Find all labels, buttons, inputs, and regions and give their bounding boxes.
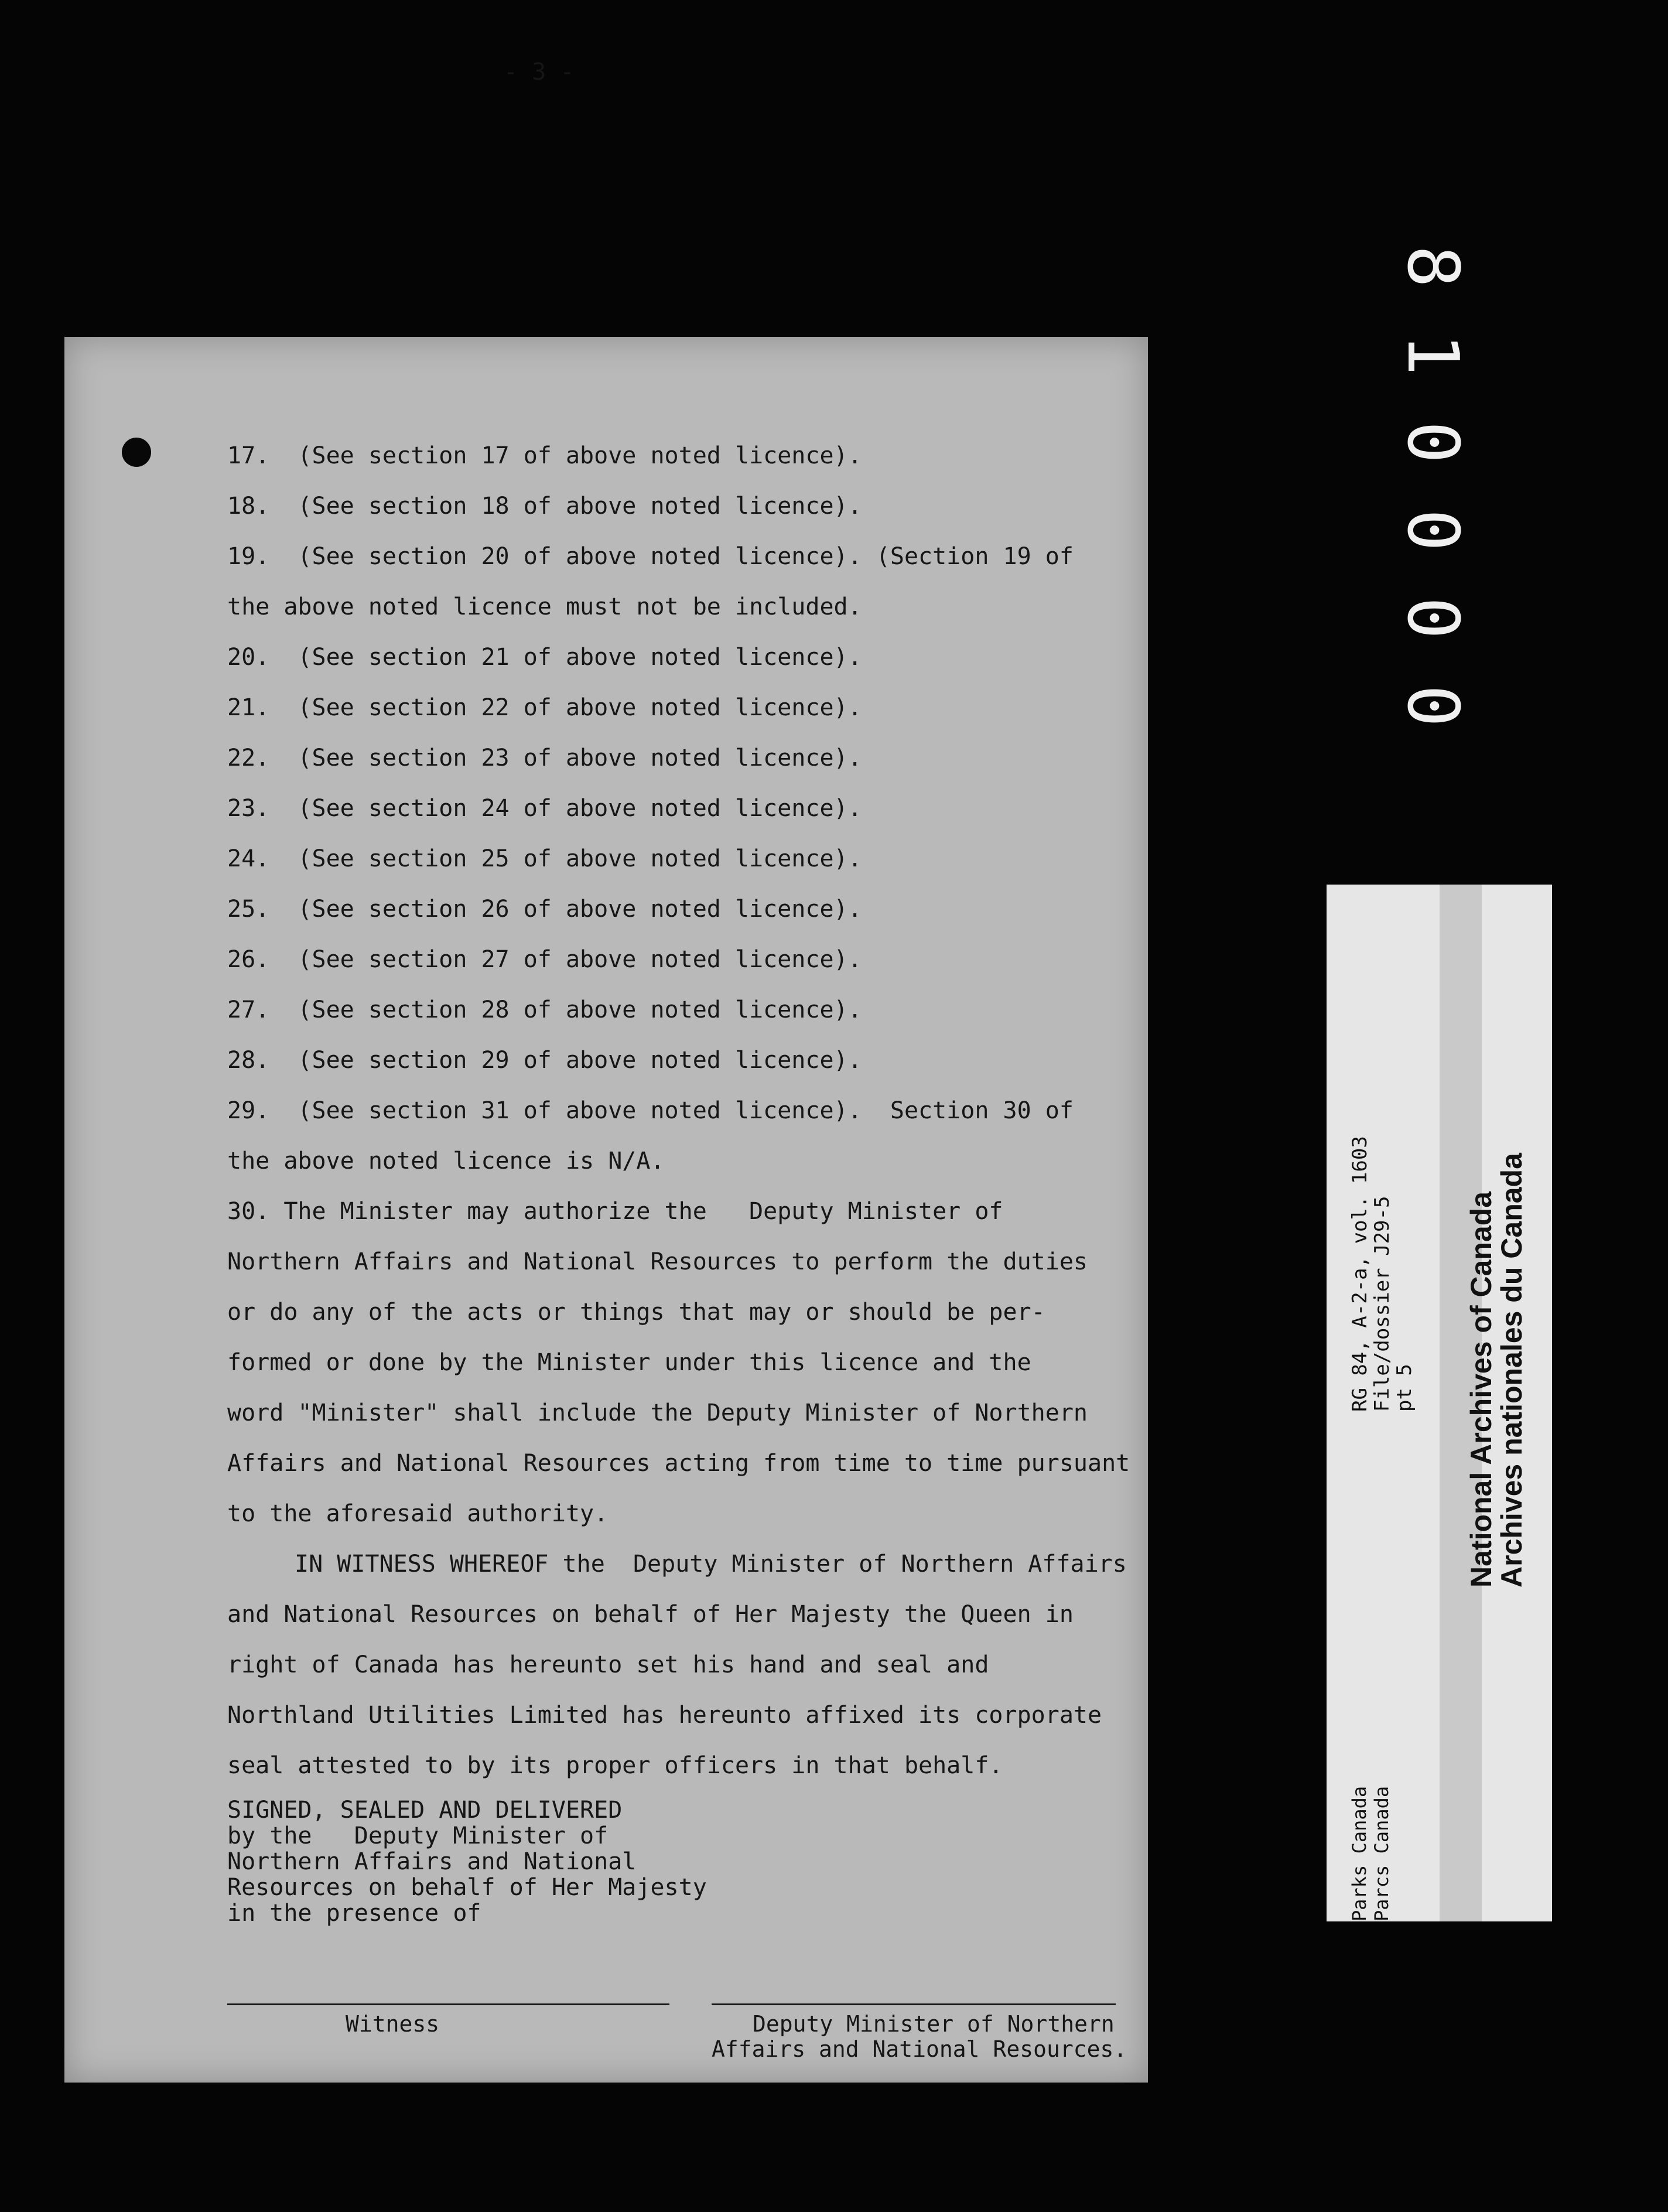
witness-signature-line	[227, 2003, 669, 2005]
clause-line: and National Resources on behalf of Her Majesty the Queen in	[227, 1601, 1074, 1628]
signature-block-line: by the Deputy Minister of	[227, 1822, 609, 1849]
deputy-label-line-2: Affairs and National Resources.	[712, 2036, 1127, 2062]
parks-canada-label: Parks Canada	[1348, 1786, 1370, 1921]
clause-line: 30. The Minister may authorize the Deputy Minister of	[227, 1198, 1003, 1225]
clause-list	[227, 431, 1130, 1791]
page-number: - 3 -	[504, 59, 575, 86]
clause-line: 18. (See section 18 of above noted licence).	[227, 493, 862, 520]
clause-line: IN WITNESS WHEREOF the Deputy Minister of Northern Affairs	[295, 1551, 1127, 1578]
clause-line: Northern Affairs and National Resources to perform the duties	[227, 1248, 1088, 1275]
signature-block-line: in the presence of	[227, 1900, 481, 1927]
clause-line: or do any of the acts or things that may or should be per-	[227, 1299, 1045, 1326]
clause-line: 20. (See section 21 of above noted licence).	[227, 644, 862, 671]
clause-line: 19. (See section 20 of above noted licence). (Section 19 of	[227, 543, 1074, 570]
clause-line: 29. (See section 31 of above noted licence). Section 30 of	[227, 1097, 1074, 1124]
signature-block-line: Northern Affairs and National	[227, 1848, 637, 1875]
clause-line: Northland Utilities Limited has hereunto affixed its corporate	[227, 1702, 1102, 1729]
clause-line: seal attested to by its proper officers in that behalf.	[227, 1752, 1003, 1779]
frame-number	[1392, 223, 1473, 797]
institution-name-fr: Archives nationales du Canada	[1495, 1153, 1528, 1588]
frame-number-digit: 0	[1392, 508, 1473, 552]
frame-number-digit: 0	[1392, 684, 1473, 728]
clause-line: 17. (See section 17 of above noted licence).	[227, 442, 862, 469]
clause-line: word "Minister" shall include the Deputy Minister of Northern	[227, 1399, 1088, 1426]
frame-number-digit: 8	[1392, 245, 1473, 288]
witness-label: Witness	[346, 2011, 440, 2037]
archive-reference-line: pt 5	[1393, 1364, 1416, 1412]
archive-reference-line: File/dossier J29-5	[1370, 1196, 1394, 1412]
frame-number-digit: 0	[1392, 421, 1473, 464]
clause-line: 21. (See section 22 of above noted licence).	[227, 694, 862, 721]
clause-line: the above noted licence must not be included.	[227, 593, 862, 620]
parcs-canada-label: Parcs Canada	[1370, 1786, 1393, 1921]
frame-number-digit: 1	[1392, 333, 1473, 376]
hole-punch-mark	[122, 438, 151, 467]
signature-block-line: Resources on behalf of Her Majesty	[227, 1874, 707, 1901]
signature-block-line: SIGNED, SEALED AND DELIVERED	[227, 1797, 623, 1824]
clause-line: the above noted licence is N/A.	[227, 1148, 665, 1175]
clause-line: formed or done by the Minister under this licence and the	[227, 1349, 1031, 1376]
clause-line: 24. (See section 25 of above noted licence).	[227, 845, 862, 872]
clause-line: to the aforesaid authority.	[227, 1500, 609, 1527]
signature-block	[227, 1797, 754, 1926]
clause-line: 22. (See section 23 of above noted licence).	[227, 745, 862, 772]
deputy-label-line-1: Deputy Minister of Northern	[753, 2011, 1115, 2037]
frame-number-digit: 0	[1392, 596, 1473, 640]
clause-line: 28. (See section 29 of above noted licence).	[227, 1047, 862, 1074]
clause-line: 23. (See section 24 of above noted licence).	[227, 795, 862, 822]
clause-line: Affairs and National Resources acting from time to time pursuant	[227, 1450, 1130, 1477]
archive-reference-line: RG 84, A-2-a, vol. 1603	[1348, 1136, 1372, 1412]
clause-line: 26. (See section 27 of above noted licence).	[227, 946, 862, 973]
institution-name-en: National Archives of Canada	[1465, 1191, 1498, 1588]
clause-line: 25. (See section 26 of above noted licence).	[227, 896, 862, 923]
clause-line: 27. (See section 28 of above noted licence).	[227, 996, 862, 1023]
clause-line: right of Canada has hereunto set his hand and seal and	[227, 1651, 989, 1678]
